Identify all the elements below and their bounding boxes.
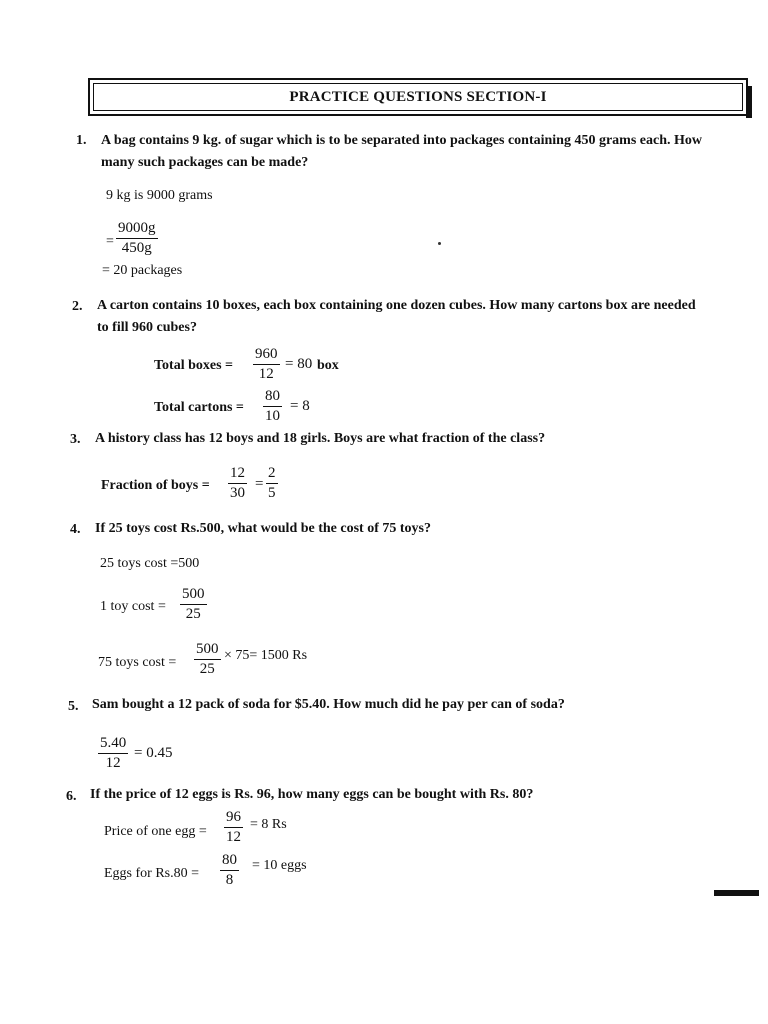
question-line: A bag contains 9 kg. of sugar which is to be separated into packages containing 450 grams each. How — [101, 133, 703, 148]
fraction-denominator: 30 — [230, 485, 245, 501]
fraction-denominator: 450g — [121, 240, 152, 256]
question-number: 6. — [66, 789, 77, 804]
fraction — [263, 388, 282, 425]
question-text — [90, 784, 740, 806]
fraction — [98, 735, 128, 772]
question-line: to fill 960 cubes? — [97, 320, 197, 335]
fraction-denominator: 10 — [265, 408, 280, 424]
fraction-numerator: 80 — [220, 852, 239, 871]
fraction-denominator: 8 — [225, 872, 234, 888]
fraction-numerator: 500 — [180, 586, 207, 605]
solution-label: 75 toys cost = — [98, 655, 177, 670]
solution-label: Total boxes = — [154, 358, 234, 373]
speck-dot — [438, 242, 441, 245]
fraction — [224, 809, 243, 846]
fraction-numerator: 500 — [194, 641, 221, 660]
question-number: 1. — [76, 133, 87, 148]
fraction — [228, 465, 247, 502]
fraction-numerator: 80 — [263, 388, 282, 407]
fraction-denominator: 5 — [268, 485, 276, 501]
fraction — [180, 586, 207, 623]
fraction-denominator: 12 — [258, 366, 274, 382]
question-text — [95, 428, 745, 450]
fraction-numerator: 960 — [253, 346, 280, 365]
question-text — [97, 295, 747, 339]
question-text — [95, 518, 745, 540]
fraction — [266, 465, 278, 502]
fraction-numerator: 96 — [224, 809, 243, 828]
fraction-numerator: 9000g — [116, 220, 158, 239]
solution-result: = 8 — [290, 398, 310, 414]
question-line: A history class has 12 boys and 18 girls. Boys are what fraction of the class? — [95, 431, 546, 446]
solution-label: 1 toy cost = — [100, 599, 166, 614]
fraction-denominator: 25 — [199, 661, 215, 677]
fraction — [253, 346, 280, 383]
question-line: many such packages can be made? — [101, 155, 309, 170]
fraction-denominator: 12 — [105, 755, 121, 771]
solution-result: = 10 eggs — [252, 858, 307, 873]
equals-sign: = — [255, 476, 264, 492]
solution-step: 9 kg is 9000 grams — [106, 188, 213, 203]
solution-result: × 75= 1500 Rs — [224, 648, 308, 663]
solution-result: = 0.45 — [134, 745, 173, 761]
question-line: Sam bought a 12 pack of soda for $5.40. How much did he pay per can of soda? — [92, 697, 565, 712]
fraction-numerator: 2 — [266, 465, 278, 484]
section-title-box — [88, 78, 748, 116]
equals-sign: = — [106, 234, 114, 249]
solution-result: = 20 packages — [102, 263, 183, 278]
solution-unit: box — [317, 358, 339, 373]
solution-result: = 80 — [285, 356, 313, 372]
solution-step: 25 toys cost =500 — [100, 556, 200, 571]
question-line: If the price of 12 eggs is Rs. 96, how many eggs can be bought with Rs. 80? — [90, 787, 534, 802]
solution-label: Price of one egg = — [104, 824, 207, 839]
solution-result: = 8 Rs — [250, 817, 287, 832]
fraction — [194, 641, 221, 678]
question-number: 2. — [72, 299, 83, 314]
fraction — [116, 220, 158, 257]
question-text — [101, 130, 751, 174]
question-line: If 25 toys cost Rs.500, what would be the cost of 75 toys? — [95, 521, 431, 536]
fraction — [220, 852, 239, 889]
question-number: 3. — [70, 432, 81, 447]
question-number: 4. — [70, 522, 81, 537]
fraction-denominator: 25 — [185, 606, 201, 622]
solution-label: Fraction of boys = — [101, 478, 210, 493]
page-edge-mark — [714, 890, 759, 896]
solution-label: Eggs for Rs.80 = — [104, 866, 200, 881]
question-line: A carton contains 10 boxes, each box containing one dozen cubes. How many cartons box are needed — [97, 298, 696, 313]
solution-label: Total cartons = — [154, 400, 244, 415]
question-text — [92, 694, 742, 716]
fraction-numerator: 12 — [228, 465, 247, 484]
fraction-numerator: 5.40 — [98, 735, 128, 754]
question-number: 5. — [68, 699, 79, 714]
section-title: PRACTICE QUESTIONS SECTION-I — [289, 89, 547, 105]
fraction-denominator: 12 — [226, 829, 241, 845]
